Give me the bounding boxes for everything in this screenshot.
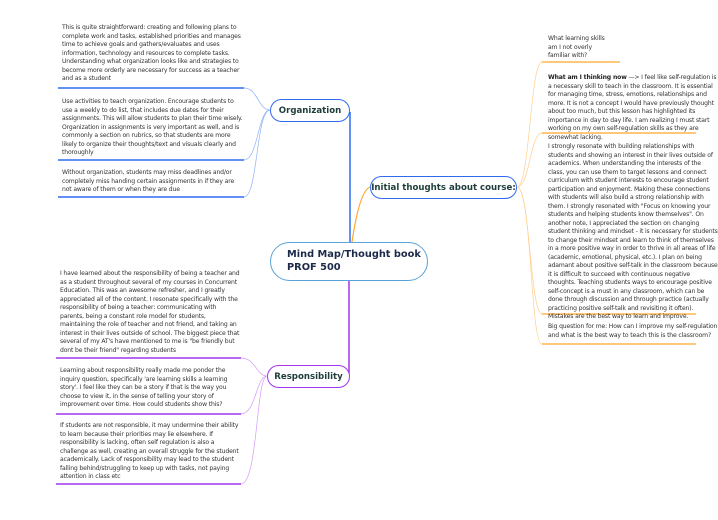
initial-big-question-note[interactable]: Big question for me: How can I improve my self-regulation and what is the best way to teach this is the classroom? [548,323,718,339]
initial-relationships-note[interactable]: I strongly resonate with building relationships with students and showing an interest in their lives outside of academics. When understanding the interests of the class, you can use them to target lessons and connect curriculum with student interests to encourage student participation and enjoyment. Making these connections with students will also build a strong relationship with them. I strongly resonated with "Focus on knowing your students and helping students know themselves". On another note, I appreciated the section on changing student thinking and mindset - it is necessary for students to change their mindset and learn to think of themselves in a more positive way in order to thrive in all areas of life (academic, emotional, physical, etc.). I plan on being adamant about positive self-talk in the classroom because it is difficult to succeed with continuous negative thoughts. Teaching students ways to encourage positive self-concept is a must in any classroom, which can be done through discussion and through practice (actually practicing positive self-talk and revisiting it often). Mistakes are the best way to learn and improve. [548,143,718,320]
topic-organization[interactable] [270,99,350,122]
topic-responsibility-label: Responsibility [274,371,343,382]
topic-responsibility[interactable] [267,365,350,388]
central-title-line2: PROF 500 [287,262,341,273]
responsibility-note-2[interactable]: Learning about responsibility really made me ponder the inquiry question, specifically 'are learning skills a learning story'. I feel like they can be a story if that is the way you choose to view it, in the sense of telling your story of improvement over time. How could students show this? [60,367,228,408]
responsibility-note-3[interactable]: If students are not responsible, it may undermine their ability to learn because their priorities may lie elsewhere. If responsibility is lacking, often self regulation is also a challenge as well, creating an overall struggle for the student academically. Lack of responsibility may lead to the student falling behind/struggling to keep up with tasks, not paying attention in class etc [60,422,239,480]
initial-thinking-note[interactable] [548,74,718,142]
responsibility-note-1[interactable]: I have learned about the responsibility of being a teacher and as a student throughout several of my courses in Concurrent Education. This was an awesome refresher, and I greatly appreciated all of the content. I resonate specifically with the responsibility of being a teacher: communicating with parents, being a constant role model for students, maintaining the role of teacher and not friend, and taking an interest in their lives outside of school. The biggest piece that several of my AT's have mentioned to me is "be friendly but dont be their friend" regarding students [60,270,240,354]
topic-organization-label: Organization [278,105,342,116]
initial-question-note[interactable]: What learning skills am I not overly familiar with? [548,35,605,59]
organization-note-3[interactable]: Without organization, students may miss deadlines and/or completely miss handing certain assignments in if they are not aware of them or when they are due [62,169,235,193]
central-topic[interactable] [270,242,428,281]
topic-initial-thoughts-label: Initial thoughts about course: [371,182,516,193]
organization-note-2[interactable]: Use activities to teach organization. Encourage students to use a weekly to do list, that includes due dates for their assignments. This will allow students to plan their time wisely. Organization in assignments is very important as well, and is commonly a section on rubrics, so that students are more likely to organize their thoughts/text and visuals clearly and thoroughly [62,98,243,156]
thinking-text: —> I feel like self-regulation is a necessary skill to teach in the classroom. It is essential for managing time, stress, emotions, relationships and more. It is not a concept I would have previously thought about too much, but this lesson has highlighted its importance in day to day life. I am realizing I must start working on my own self-regulation skills as they are somewhat lacking. [548,74,717,141]
central-title-line1: Mind Map/Thought book [287,249,421,260]
thinking-bold-label: What am I thinking now [548,74,627,81]
organization-note-1[interactable]: This is quite straightforward: creating and following plans to complete work and tasks, established priorities and manages time to achieve goals and gathers/evaluates and uses information, technology and resources to complete tasks. Understanding what organization looks like and strategies to become more orderly are necessary for success as a teacher and as a student [62,24,241,82]
topic-initial-thoughts[interactable] [370,176,517,199]
